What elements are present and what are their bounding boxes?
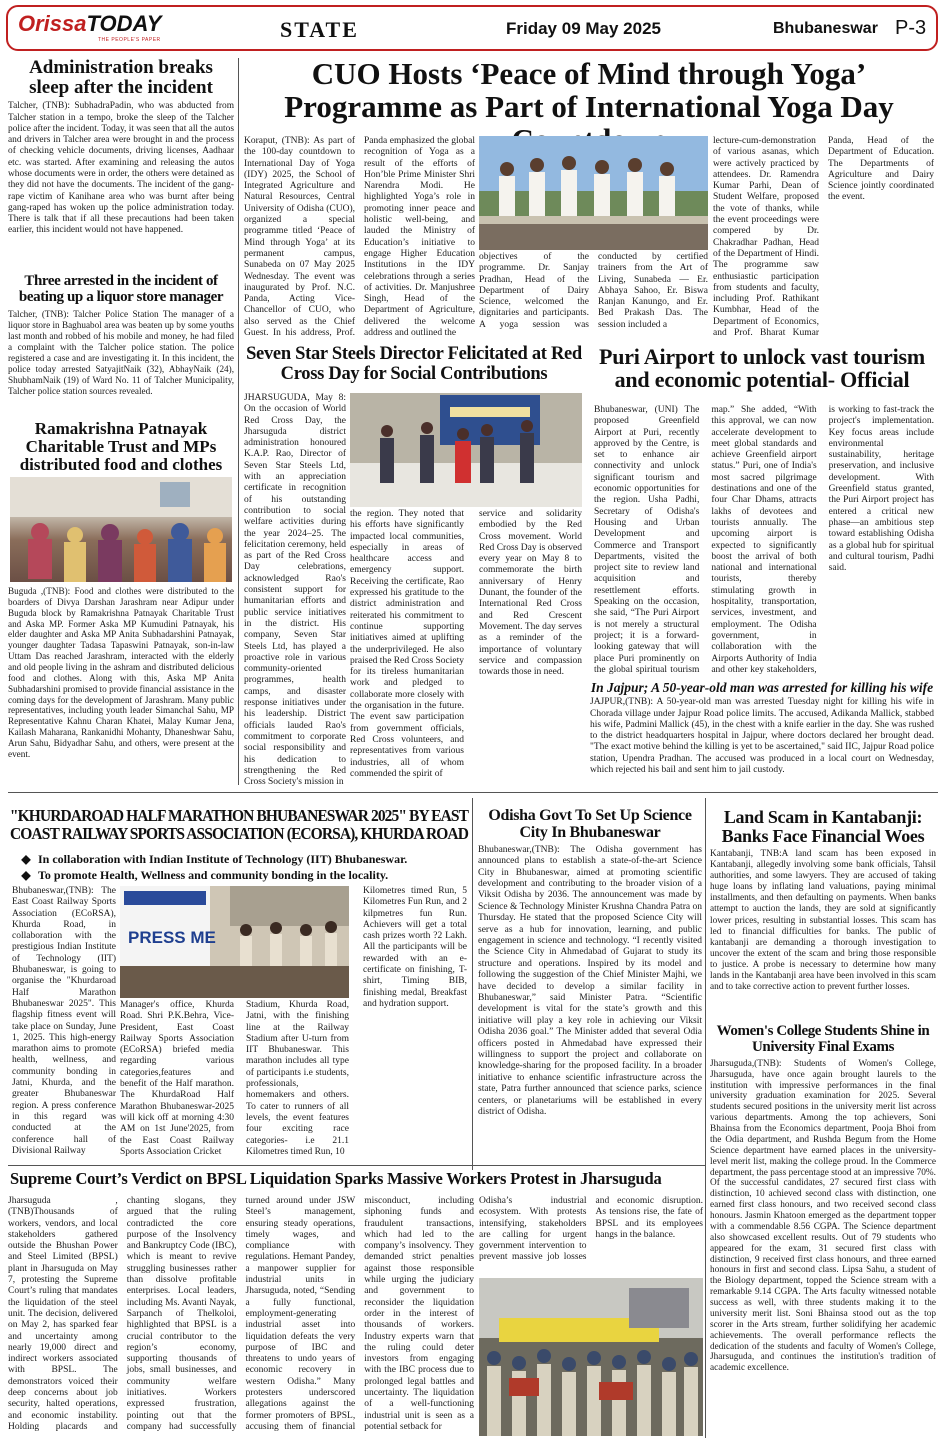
article-administration	[8, 58, 234, 270]
headline[interactable]: Women's College Students Shine in University Final Exams	[716, 1023, 930, 1055]
newspaper-logo[interactable]: OrissaTODAY	[18, 11, 162, 36]
article-body-continued: Manager's office, Khurda Road. Shri P.K.Behra, Vice-President, East Coast Railway Sports Association (ECoRSA) briefed media regarding various categories,features and benefit of the Half marathon. The KhurdaRoad Half Marathon Bhubaneswar-2025 will kick off at morning 4:30 AM on 1st June'2025, from the East Coast Railway Sports Association Cricket	[120, 1000, 234, 1157]
article-body-continued: service and solidarity embodied by the Red Cross movement. World Red Cross Day is observed every year on May 8 to commemorate the birth anniversary of Henry Dunant, the founder of the International Red Cross and Red Crescent Movement. The day serves as a reminder of the importance of voluntary service and compassion towards those in need.	[479, 509, 582, 678]
headline[interactable]: Odisha Govt To Set Up Science City In Bhubaneswar	[488, 807, 692, 841]
headline[interactable]: Land Scam in Kantabanji: Banks Face Financial Woes	[721, 807, 925, 847]
edition-city: Bhubaneswar	[773, 20, 878, 37]
yoga-programme-photo	[479, 136, 708, 250]
article-body: Bhubaneswar,(TNB): The East Coast Railway Sports Association (ECoRSA), Khurda Road, in collaboration with the prestigious Indian Institute of Technology (IIT) Bhubaneswar, is going to organise the "Khurdaroad Half Marathon Bhubaneswar 2025". This flagship fitness event will take place on Sunday, June 1, 2025. This high-energy marathon aims to promote health, wellness, and community bonding in Jatni, Khurda, and the greater Bhubaneswar region. A press conference in this regard was conducted at the conference hall of Divisional Railway	[12, 886, 116, 1156]
article-yoga-headline	[244, 58, 934, 132]
section-title: STATE	[280, 17, 359, 42]
bullet-icon: ◆	[21, 852, 31, 866]
article-body-continued: Stadium, Khurda Road, Jatni, with the finishing line at the Railway Stadium after U-turn from IIT Bhubaneswar. This marathon includes all type of participants i.e students, professionals, homemakers and others. To cater to runners of all levels, the event features four exciting race categories- i.e 21.1 Kilometres timed Run, 10	[246, 1000, 349, 1157]
bullet-icon: ◆	[21, 867, 31, 882]
headline[interactable]: Supreme Court’s Verdict on BPSL Liquidation Sparks Massive Workers Protest in Jharsuguda	[10, 1169, 662, 1188]
column-rule	[238, 58, 239, 785]
press-banner-text: PRESS ME	[128, 928, 216, 947]
article-body: Talcher, (TNB): Talcher Police Station The manager of a liquor store in Baghuabol area was beaten up by some youths last month and robbed of his mobile and money, he had filed a complaint with the Talcher police station. The police registered a case and are investigating it. In this incident, the police today arrested SatyajitNaik (32), AbhayNaik (24), ShubhamNaik (19) of Ward No. 11 of Talcher Municipality, Talcher police station sources revealed.	[8, 308, 234, 396]
column-rule	[705, 798, 706, 1438]
masthead	[6, 5, 938, 51]
article-body: JAJPUR,(TNB): A 50-year-old man was arrested Tuesday night for killing his wife in Chorada village under Jajpur Road police limits. The accused, Adikanda Mallick, stabbed his wife, Padmini Mallick (45), in the chest with a knife earlier in the day. She was rushed to the district headquarters hospital in Jajpur, where doctors declared her brought dead. "The exact motive behind the killing is yet to be ascertained," said IIC, Jajpur Road police station, Upendra Pradhan. The accused was produced in a local court on Wednesday, which rejected his bail and sent him to jail custody.	[590, 697, 934, 776]
press-meet-photo	[120, 886, 349, 998]
article-science-city	[478, 808, 702, 1166]
article-body-continued: lecture-cum-demonstration of various asanas, which were actively practiced by attendees. Dr. Ramendra Kumar Parhi, Dean of Student Welfare, proposed the vote of thanks, while the event proceedings were compered by Dr. Chakradhar Padhan, Head of the Department of Hindi. The programme saw enthusiastic participation from students and faculty, including Prof. Rathikant Kumbhar, Head of the Department of Economics, and Prof. Bharat Kumar Panda, Head of the Department of Education. The Departments of Agriculture and Dairy Science jointly coordinated the event.	[713, 136, 934, 339]
article-body: JHARSUGUDA, May 8: On the occasion of World Red Cross Day, the Jharsuguda district administration honoured K.A.P. Rao, Director of Seven Star Steels Ltd, with an appreciation certificate in recognition of his outstanding contribution to social welfare activities during the year 2024–25. The felicitation ceremony, held as part of the Red Cross Day celebrations, acknowledged Rao's consistent support for humanitarian efforts and public service initiatives in the district. His company, Seven Star Steels Ltd, has played a proactive role in various community-oriented programmes, health camps, and disaster response initiatives under his leadership. District officials lauded Rao's commitment to corporate social responsibility and his dedication to strengthening the Red Cross Society's mission in	[244, 393, 346, 788]
article-marathon-headline	[8, 808, 470, 848]
headline[interactable]: Ramakrishna Patnayak Charitable Trust and MPs distributed food and clothes	[19, 419, 223, 475]
article-body: Talcher, (TNB): SubhadraPadin, who was abducted from Talcher station in a tempo, broke the sleep of the Talcher police after the incident. Today, it was seen that all the autos and drivers in Talcher area were brought in and the process of checking vehicle documents, driving licenses, Aadhaar etc. was started. After examining and releasing the autos whose documents were in order, the others were detained as they did not have the documents. The incident of the gang-rape victim of Kanihane area who was burnt after being gang-raped has woken up the police administration today. There is talk that if all these precautions had been taken earlier, this incident would not have happened.	[8, 101, 234, 236]
article-body-continued: the region. They noted that his efforts have significantly impacted local communities, especially in areas of healthcare access and emergency support. Receiving the certificate, Rao expressed his gratitude to the district administration and reiterated his commitment to continue supporting initiatives aimed at uplifting the underprivileged. He also praised the Red Cross Society for its tireless humanitarian work and pledged to collaborate more closely with the organisation in the future. The event saw participation from government officials, Red Cross volunteers, and representatives from various industries, all of whom commended the spirit of	[350, 509, 464, 779]
article-body: Jharsuguda,(TNB): Students of Women's College, Jharsuguda, have once again brought laurels to the institution with impressive performances in the final university graduation examination for 2025. Several students secured positions in the university merit list across various departments. Among the top achievers, Soni Bhainsa from the Economics department, Pooja Bhoi from the Odia department, and Rushda Begum from the Home Science department have earned places in the university-level merit list, making the college proud. In the Commerce department, the pass percentage stood at an impressive 70%. Of the successful candidates, 27 secured first class with distinction, 10 achieved second class with distinction, one earned first class honours, and two received second class honours. Jasmin Khatoon emerged as the department topper with a commendable 8.56 CGPA. The Science department also showcased excellent results. Out of 79 students who appeared for the exam, 31 secured first class with distinction, 9 received first class honours, and three earned honours in first and second class. Lipsa Sahu, a student of the Biology department, topped the Science stream with a remarkable 9.14 CGPA. The Arts faculty witnessed notable success as well, with three students making it to the university merit list. Soni Bhainsa stood out as the top scorer in the Arts stream, further solidifying her academic achievements. The overall performance reflects the dedication of the students and faculty of Women's College, Jharsuguda, and continues the institution's tradition of academic excellence.	[710, 1058, 936, 1374]
food-distribution-photo	[10, 477, 232, 582]
bullet-item: ◆ To promote Health, Wellness and community bonding in the locality.	[14, 868, 470, 884]
article-body-continued: Kilometres timed Run, 5 Kilometres Fun Run, and 2 kilpmetres fun Run. Achievers will get a total cash prizes worth ?2 Lakh. All the participants will be rewarded with an e-certificate on finishing, T-shirt, Timing BIB, finishing medal, Breakfast and hydration support.	[363, 886, 467, 1009]
headline[interactable]: Administration breaks sleep after the incident	[29, 57, 213, 99]
headline[interactable]: Three arrested in the incident of beating up a liquor store manager	[18, 273, 224, 305]
section-rule	[8, 792, 938, 793]
article-land-scam	[710, 808, 936, 1020]
column-rule	[472, 798, 473, 1170]
article-body: Kantabanji, TNB:A land scam has been exposed in Kantabanji, allegedly involving some bank officials, Tahsil authorities, and some lawyers. They are accused of taking huge loans by inflating land valuations, paying minimal installments, and then defaulting on payments. When banks attempt to auction the lands, they are sold at significantly lower prices, resulting in substantial losses. This scam has led to financial difficulties for banks. The public of kantabanji are demanding a thorough investigation to uncover the extent of the scam and bring those responsible to justice. A probe is necessary to determine how many lands in the Kantabanji area have been involved in this scam and to take corrective action to prevent further losses.	[710, 849, 936, 992]
headline[interactable]: In Jajpur; A 50-year-old man was arrested for killing his wife	[590, 680, 934, 695]
headline[interactable]: CUO Hosts ‘Peace of Mind through Yoga’ Programme as Part of International Yoga Day	[284, 56, 894, 124]
headline[interactable]: "KHURDAROAD HALF MARATHON BHUBANESWAR 2025" BY EAST COAST RAILWAY SPORTS ASSOCIATION (ECORSA), KHURDA ROAD	[9, 806, 469, 844]
article-seven-star-headline	[244, 345, 584, 391]
red-cross-felicitation-photo	[350, 393, 582, 507]
marathon-highlights	[14, 852, 470, 886]
article-body: Jharsuguda ,(TNB)Thousands of workers, vendors, and local stakeholders gathered outside the Bhushan Power and Steel Limited (BPSL) plant in Jharsuguda on May 7, protesting the Supreme Court’s ruling that mandates the liquidation of the steel unit. The decision, delivered on May 2, has sparked fear and uncertainty among nearly 19,000 direct and indirect workers associated with BPSL. The demonstrators voiced their deep concerns about job security, halted operations, and economic instability. Holding placards and chanting slogans, they argued that the ruling contradicted the core purpose of the Insolvency and Bankruptcy Code (IBC), which is meant to revive struggling businesses rather than dissolve profitable enterprises. Local leaders, including Ms. Avanti Nayak, Sarpanch of Thelkoloi, highlighted that BPSL is a crucial contributor to the region’s economy, supporting thousands of jobs, small businesses, and community welfare initiatives. Workers expressed frustration, pointing out that the company had successfully turned around under JSW Steel’s management, ensuring steady operations, timely wages, and compliance with regulations. Hemant Pandey, a manpower supplier for industrial units in Jharsuguda, noted, “Sending a fully functional, employment-generating industrial asset into liquidation defeats the very purpose of IBC and threatens to undo years of economic recovery in western Odisha.” Many protesters underscored allegations against the former promoters of BPSL, accusing them of financial misconduct, including siphoning funds and fraudulent transactions, which had led to the company’s insolvency. They demanded strict penalties against those responsible while urging the judiciary and government to reconsider the liquidation order in the interest of thousands of workers. Industry experts warn that the ruling could deter investors from engaging with the IBC process due to prolonged legal battles and uncertainty. The liquidation of a well-functioning industrial unit is seen as a potential setback for	[8, 1196, 474, 1432]
article-body: Bhubaneswar,(TNB): The Odisha government has announced plans to establish a state-of-the-art Science City in Bhubaneswar, aimed at promoting scientific development and contributing to the broader vision of a Viksit Odisha by 2036. The announcement was made by Science & Technology Minister Krushna Chandra Patra on Thursday. He stated that the proposed Science City will serve as a hub for innovation, learning, and public engagement in science and technology. “I recently visited the Science City in Ahmedabad of Gujarat to study its structure and operations. Inspired by its model and following the suggestion of the Chief Minister Majhi, we have decided to develop a similar facility in Bhubaneswar,” said Minister Patra. “Scientific development is vital for the state’s growth and this initiative will play a key role in achieving our Viksit Odisha 2036 goal.” The Minister added that several Odia officers posted in Ahmedabad have expressed their willingness to support the project and collaborate on knowledge-sharing for the proposed facility. In a broader initiative to enhance scientific infrastructure across the state, Patra further announced that science parks, science centers, or planetariums will be established in every district of Odisha.	[478, 844, 702, 1117]
logo-tagline: THE PEOPLE'S PAPER	[98, 37, 161, 43]
bullet-item: ◆ In collaboration with Indian Institute of Technology (IIT) Bhubaneswar.	[14, 852, 470, 868]
article-body: Koraput, (TNB): As part of the 100-day countdown to International Day of Yoga (IDY) 2025, the School of Integrated Agriculture and Natural Resources, Central University of Odisha (CUO), organized a special programme titled ‘Peace of Mind through Yoga’ at its permanent campus, Sunabeda on 07 May 2025 Wednesday. The event was inaugurated by Prof. N.C. Panda, Acting Vice-Chancellor of CUO, who also served as the Chief Guest. In his address, Prof. Panda emphasized the global recognition of Yoga as a result of the efforts of Hon’ble Prime Minister Shri Narendra Modi. He highlighted Yoga’s role in promoting inner peace and holistic well-being, and lauded the Ministry of Education’s initiative to engage Higher Education Institutions in the IDY celebrations through a series of activities. Dr. Manjushree Singh, Head of the Department of Agriculture, delivered the welcome address and outlined the	[244, 136, 475, 339]
workers-protest-photo	[479, 1278, 703, 1436]
article-bpsl-headline	[8, 1170, 704, 1194]
article-body-continued: Odisha’s industrial ecosystem. With protests intensifying, stakeholders are calling for urgent government intervention to prevent massive job losses and economic disruption. As tensions rise, the fate of BPSL and its employees hangs in the balance.	[479, 1196, 703, 1263]
headline[interactable]: Puri Airport to unlock vast tourism and economic potential- Official	[598, 344, 926, 393]
headline[interactable]: Seven Star Steels Director Felicitated at Red Cross Day for Social Contributions	[246, 344, 582, 384]
article-puri-airport-headline	[590, 345, 934, 403]
article-body: Buguda ,(TNB): Food and clothes were distributed to the boarders of Divya Darshan Jarashram near Adipur under Buguda block by Ramakrishna Patnayak Charitable Trust and Aska MP. Former Aska MP Kumudini Patnayak, his elder daughter and Aska MP Anita Subhadarshini Patnayak, younger daughter Tadasa Tapaswini Patnayak, son-in-law Uttam Das reached Jarashram, interacted with the elderly and old people living in the ashram and distributed delicious food and clothes. Along with this, Aska MP Anita Subhadarshini promised to provide financial assistance in the coming days for the development of Jarashram. Many public representatives, including youth leader Simanchal Sahu, MP Representative Kahnu Charan Khatei, Malay Kumar Jena, Kailash Maharana, Rankanidhi Mohanty, Dhaneshwar Sahu, Arun Sahu, Bidyadhar Sahu, and others, were present at the event.	[8, 586, 234, 759]
issue-date: Friday 09 May 2025	[506, 19, 661, 38]
article-jajpur	[590, 681, 934, 789]
article-body: Bhubaneswar, (UNI) The proposed Greenfield Airport at Puri, recently approved by the Centre, is set to enhance air connectivity and unlock significant tourism and economic opportunities for the region. Usha Padhi, Secretary of Odisha's Housing and Urban Development and Commerce and Transport Departments, visited the project site to review land acquisition and resettlement efforts. Speaking on the occasion, she said, “The Puri Airport is not merely a structural project; it is a forward-looking gateway that will place Puri prominently on the global spiritual tourism map.” She added, “With this approval, we can now accelerate development to meet global standards and achieve Greenfield airport status.” Puri, one of India's most sacred pilgrimage destinations and one of the four Char Dhams, attracts lakhs of devotees and tourists annually. The upcoming airport is expected to significantly boost the arrival of both national and international tourists, thereby stimulating growth in hospitality, transportation, services, investment, and employment. The Odisha government, in collaboration with the Airports Authority of India and other key stakeholders, is working to fast-track the project's implementation. Key focus areas include environmental sustainability, heritage preservation, and inclusive development. With Greenfield status granted, the Puri Airport project has entered a critical new phase—an ambitious step toward establishing Odisha as a global hub for spiritual and cultural tourism, Padhi said.	[594, 405, 934, 675]
article-body-continued: objectives of the programme. Dr. Sanjay Pradhan, Head of the Department of Dairy Science, welcomed the dignitaries and participants. A yoga session was conducted by certified trainers from the Art of Living, Sunabeda — Er. Abhaya Sahoo, Er. Biswa Ranjan Kanungo, and Er. Bed Prakash Das. The session included a	[479, 252, 708, 330]
article-womens-college	[710, 1024, 936, 1438]
page-number: P-3	[895, 17, 927, 39]
article-liquor-store	[8, 274, 234, 416]
